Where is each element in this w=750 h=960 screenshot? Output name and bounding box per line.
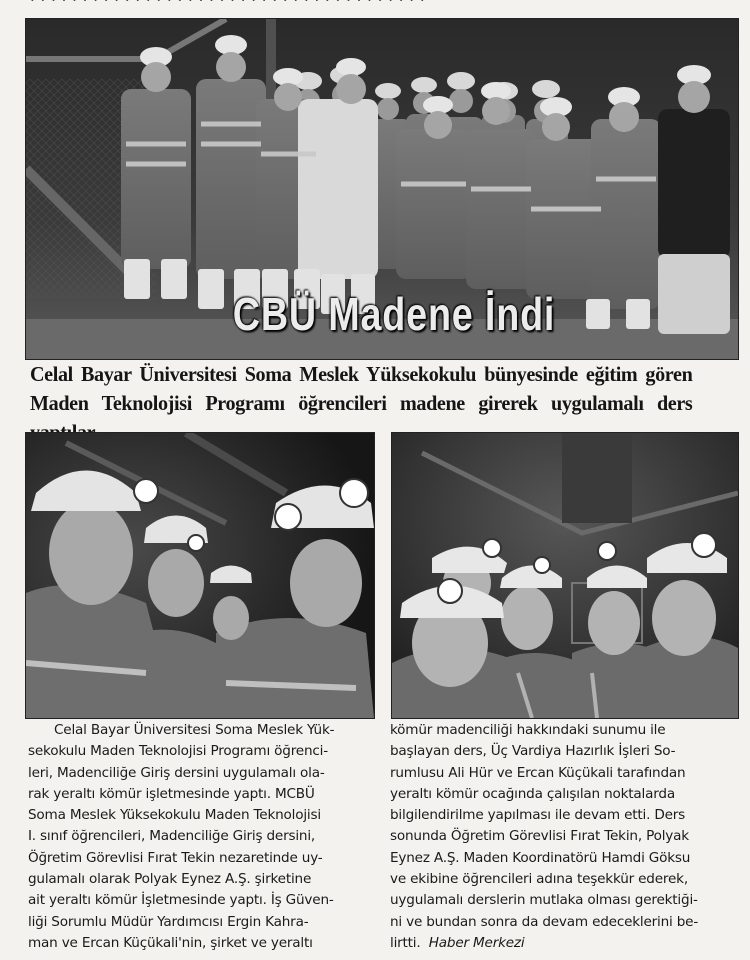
byline: Haber Merkezi bbox=[428, 934, 525, 951]
article-body-column-left bbox=[28, 720, 378, 954]
body-line: Celal Bayar Üniversitesi Soma Meslek Yük- bbox=[54, 722, 335, 738]
left-photo-illustration bbox=[26, 433, 374, 718]
body-line: liği Sorumlu Müdür Yardımcısı Ergin Kahra- bbox=[28, 913, 309, 930]
body-line: sekokulu Maden Teknolojisi Programı öğrenci- bbox=[28, 743, 328, 760]
lede-paragraph: Celal Bayar Üniversitesi Soma Meslek Yüksekokulu bünyesinde eğitim gören Maden Teknolojisi Programı öğrencileri madene girerek uygulamalı ders bbox=[30, 362, 693, 415]
body-last-line bbox=[390, 933, 740, 954]
body-line: bilgilendirilme yapılması ile devam etti. Ders bbox=[390, 807, 686, 824]
body-line: yeraltı kömür ocağında çalışılan noktalarda bbox=[390, 785, 675, 802]
group-photo-miners bbox=[25, 18, 739, 360]
body-line: gulamalı olarak Polyak Eynez A.Ş. şirketine bbox=[28, 871, 312, 888]
body-line: man ve Ercan Küçükali'nin, şirket ve yeraltı bbox=[28, 934, 313, 951]
body-line: ni ve bundan sonra da devam edeceklerini be- bbox=[390, 913, 699, 930]
body-line: ait yeraltı kömür İşletmesinde yaptı. İş Güven- bbox=[28, 892, 334, 909]
body-line: sonunda Öğretim Görevlisi Fırat Tekin, Polyak bbox=[390, 828, 689, 845]
body-line: uygulamalı derslerin mutlaka olması gerektiği- bbox=[390, 892, 698, 909]
right-photo-illustration bbox=[392, 433, 738, 718]
photo-female-students-underground bbox=[391, 432, 739, 719]
body-line: Eynez A.Ş. Maden Koordinatörü Hamdi Göksu bbox=[390, 849, 691, 866]
body-line: leri, Madenciliğe Giriş dersini uygulamalı ola- bbox=[28, 764, 325, 781]
body-line: lirtti. bbox=[390, 934, 421, 951]
body-line: Soma Meslek Yüksekokulu Maden Teknolojisi bbox=[28, 807, 321, 824]
body-line: rumlusu Ali Hür ve Ercan Küçükali tarafından bbox=[390, 764, 686, 781]
body-line: ve ekibine öğrencileri adına teşekkür ederek, bbox=[390, 871, 688, 888]
body-line: rak yeraltı kömür işletmesinde yaptı. MCBÜ bbox=[28, 785, 315, 802]
body-line: Öğretim Görevlisi Fırat Tekin nezaretinde uy- bbox=[28, 849, 323, 866]
body-line: kömür madenciliği hakkındaki sunumu ile bbox=[390, 722, 666, 738]
previous-article-clipped-text: · · · · · · · · · · · · · · · · · · · · · · · · · · · · · · · · · · · · · · bbox=[30, 0, 426, 9]
body-line: başlayan ders, Üç Vardiya Hazırlık İşleri So- bbox=[390, 743, 676, 760]
article-body-column-right bbox=[390, 720, 740, 954]
photo-male-students-underground bbox=[25, 432, 375, 719]
body-line: I. sınıf öğrencileri, Madenciliğe Giriş dersini, bbox=[28, 828, 316, 845]
headline: CBÜ Madene İndi bbox=[232, 288, 556, 340]
